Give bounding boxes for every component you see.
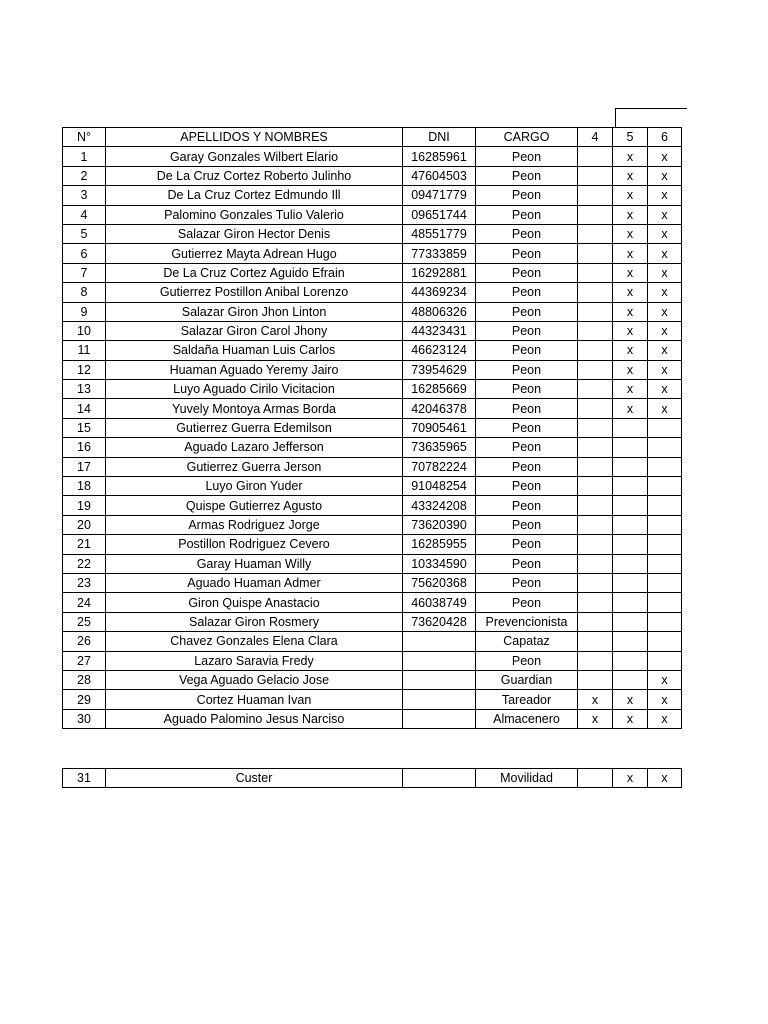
cell-cargo: Peon	[476, 593, 578, 612]
cell-d6	[648, 515, 682, 534]
cell-d5	[613, 515, 648, 534]
cell-name: Armas Rodriguez Jorge	[106, 515, 403, 534]
cell-dni: 16292881	[403, 263, 476, 282]
cell-cargo: Prevencionista	[476, 612, 578, 631]
cell-name: De La Cruz Cortez Aguido Efrain	[106, 263, 403, 282]
cell-name: Quispe Gutierrez Agusto	[106, 496, 403, 515]
cell-d4	[578, 302, 613, 321]
cell-dni: 48806326	[403, 302, 476, 321]
cell-dni: 48551779	[403, 224, 476, 243]
cell-d5: x	[613, 360, 648, 379]
cell-dni: 43324208	[403, 496, 476, 515]
cell-d5: x	[613, 147, 648, 166]
cell-name: Cortez Huaman Ivan	[106, 690, 403, 709]
cell-d4	[578, 632, 613, 651]
cell-d4	[578, 166, 613, 185]
cell-d5	[613, 573, 648, 592]
cell-dni: 70782224	[403, 457, 476, 476]
table-row	[63, 496, 682, 515]
cell-d5: x	[613, 186, 648, 205]
cell-d5	[613, 457, 648, 476]
cell-num: 2	[63, 166, 106, 185]
cell-cargo: Peon	[476, 147, 578, 166]
cell-name: De La Cruz Cortez Edmundo Ill	[106, 186, 403, 205]
cell-name: Vega Aguado Gelacio Jose	[106, 670, 403, 689]
cell-d4	[578, 341, 613, 360]
cell-d4	[578, 205, 613, 224]
cell-name: Custer	[106, 769, 403, 788]
cell-num: 30	[63, 709, 106, 728]
cell-dni: 16285669	[403, 380, 476, 399]
cell-name: Salazar Giron Hector Denis	[106, 224, 403, 243]
cell-d6: x	[648, 205, 682, 224]
cell-dni: 91048254	[403, 477, 476, 496]
cell-name: Gutierrez Guerra Edemilson	[106, 418, 403, 437]
cell-d4	[578, 360, 613, 379]
cell-dni: 73954629	[403, 360, 476, 379]
cell-num: 16	[63, 438, 106, 457]
cell-dni: 75620368	[403, 573, 476, 592]
cell-cargo: Peon	[476, 418, 578, 437]
cell-d4	[578, 418, 613, 437]
cell-num: 3	[63, 186, 106, 205]
table-row	[63, 670, 682, 689]
cell-dni: 09471779	[403, 186, 476, 205]
cell-d6	[648, 612, 682, 631]
cell-d5	[613, 418, 648, 437]
cell-num: 28	[63, 670, 106, 689]
cell-d6: x	[648, 283, 682, 302]
cell-d5: x	[613, 341, 648, 360]
cell-num: 29	[63, 690, 106, 709]
cell-cargo: Peon	[476, 166, 578, 185]
cell-dni: 46038749	[403, 593, 476, 612]
cell-d5	[613, 477, 648, 496]
cell-dni: 70905461	[403, 418, 476, 437]
cell-name: Aguado Palomino Jesus Narciso	[106, 709, 403, 728]
cell-name: Yuvely Montoya Armas Borda	[106, 399, 403, 418]
table-row	[63, 186, 682, 205]
cell-d6: x	[648, 263, 682, 282]
table-row	[63, 302, 682, 321]
cell-d6: x	[648, 380, 682, 399]
cell-d4	[578, 515, 613, 534]
cell-d6: x	[648, 186, 682, 205]
cell-dni: 42046378	[403, 399, 476, 418]
table-row	[63, 147, 682, 166]
cell-cargo: Peon	[476, 224, 578, 243]
cell-cargo: Peon	[476, 457, 578, 476]
cell-num: 7	[63, 263, 106, 282]
cell-num: 13	[63, 380, 106, 399]
cell-dni: 09651744	[403, 205, 476, 224]
cell-cargo: Peon	[476, 302, 578, 321]
cell-dni: 44369234	[403, 283, 476, 302]
cell-d5	[613, 593, 648, 612]
cell-d5: x	[613, 244, 648, 263]
cell-d5	[613, 670, 648, 689]
table-row	[63, 651, 682, 670]
cell-dni: 16285955	[403, 535, 476, 554]
cell-dni	[403, 651, 476, 670]
cell-cargo: Peon	[476, 515, 578, 534]
table-row	[63, 399, 682, 418]
table-row	[63, 515, 682, 534]
cell-num: 15	[63, 418, 106, 437]
cell-d6	[648, 554, 682, 573]
cell-num: 21	[63, 535, 106, 554]
cell-dni	[403, 632, 476, 651]
cell-d5: x	[613, 321, 648, 340]
cell-name: Luyo Giron Yuder	[106, 477, 403, 496]
vehicle-table	[62, 768, 682, 788]
cell-d4	[578, 612, 613, 631]
table-row	[63, 244, 682, 263]
table-row	[63, 224, 682, 243]
cell-dni	[403, 690, 476, 709]
cell-d5: x	[613, 399, 648, 418]
cell-name: Garay Gonzales Wilbert Elario	[106, 147, 403, 166]
cell-name: Salazar Giron Jhon Linton	[106, 302, 403, 321]
workers-table	[62, 127, 682, 729]
cell-cargo: Peon	[476, 554, 578, 573]
cell-dni: 73620390	[403, 515, 476, 534]
cell-cargo: Capataz	[476, 632, 578, 651]
cell-name: Salazar Giron Carol Jhony	[106, 321, 403, 340]
cell-d4	[578, 535, 613, 554]
cell-d5	[613, 554, 648, 573]
cell-name: Palomino Gonzales Tulio Valerio	[106, 205, 403, 224]
cell-d4	[578, 147, 613, 166]
cell-d6: x	[648, 670, 682, 689]
cell-d6	[648, 438, 682, 457]
cell-d6	[648, 496, 682, 515]
cell-cargo: Peon	[476, 477, 578, 496]
cell-dni	[403, 769, 476, 788]
cell-d6	[648, 418, 682, 437]
table-row	[63, 554, 682, 573]
cell-dni	[403, 709, 476, 728]
table-row	[63, 418, 682, 437]
cell-num: 18	[63, 477, 106, 496]
cell-cargo: Peon	[476, 438, 578, 457]
cell-name: Gutierrez Postillon Anibal Lorenzo	[106, 283, 403, 302]
cell-d4	[578, 186, 613, 205]
cell-d6	[648, 535, 682, 554]
table-row	[63, 457, 682, 476]
cell-d4	[578, 321, 613, 340]
cell-d6	[648, 573, 682, 592]
table-row	[63, 593, 682, 612]
cell-name: Aguado Lazaro Jefferson	[106, 438, 403, 457]
cell-d6	[648, 632, 682, 651]
cell-d4	[578, 244, 613, 263]
cell-cargo: Guardian	[476, 670, 578, 689]
cell-num: 22	[63, 554, 106, 573]
cell-dni: 47604503	[403, 166, 476, 185]
cell-d5: x	[613, 380, 648, 399]
cell-d5	[613, 632, 648, 651]
table-row	[63, 535, 682, 554]
cell-d6: x	[648, 690, 682, 709]
table-row	[63, 360, 682, 379]
header-name: APELLIDOS Y NOMBRES	[106, 128, 403, 147]
cell-d4	[578, 399, 613, 418]
cell-cargo: Tareador	[476, 690, 578, 709]
cell-name: Lazaro Saravia Fredy	[106, 651, 403, 670]
cell-name: Postillon Rodriguez Cevero	[106, 535, 403, 554]
cell-dni	[403, 670, 476, 689]
cell-num: 17	[63, 457, 106, 476]
cell-cargo: Peon	[476, 341, 578, 360]
cell-cargo: Peon	[476, 380, 578, 399]
cell-dni: 77333859	[403, 244, 476, 263]
cell-num: 27	[63, 651, 106, 670]
cell-d5	[613, 496, 648, 515]
cell-d4	[578, 670, 613, 689]
cell-name: Giron Quispe Anastacio	[106, 593, 403, 612]
table-row	[63, 612, 682, 631]
cell-cargo: Peon	[476, 321, 578, 340]
cell-d6: x	[648, 244, 682, 263]
header-day-6: 6	[648, 128, 682, 147]
cell-d4	[578, 283, 613, 302]
cell-dni: 46623124	[403, 341, 476, 360]
cell-cargo: Peon	[476, 573, 578, 592]
cell-d6: x	[648, 147, 682, 166]
table-row	[63, 573, 682, 592]
cell-d4	[578, 380, 613, 399]
cell-name: Salazar Giron Rosmery	[106, 612, 403, 631]
cell-d5: x	[613, 224, 648, 243]
cell-name: Huaman Aguado Yeremy Jairo	[106, 360, 403, 379]
cell-num: 24	[63, 593, 106, 612]
top-header-cell	[615, 108, 687, 128]
table-row	[63, 632, 682, 651]
cell-d5: x	[613, 166, 648, 185]
cell-dni: 73635965	[403, 438, 476, 457]
cell-name: De La Cruz Cortez Roberto Julinho	[106, 166, 403, 185]
cell-cargo: Peon	[476, 263, 578, 282]
cell-cargo: Peon	[476, 496, 578, 515]
cell-name: Aguado Huaman Admer	[106, 573, 403, 592]
cell-dni: 10334590	[403, 554, 476, 573]
cell-d5	[613, 438, 648, 457]
cell-d4	[578, 477, 613, 496]
cell-num: 5	[63, 224, 106, 243]
cell-d5: x	[613, 283, 648, 302]
cell-name: Gutierrez Guerra Jerson	[106, 457, 403, 476]
cell-d6: x	[648, 166, 682, 185]
table-row	[63, 341, 682, 360]
cell-name: Gutierrez Mayta Adrean Hugo	[106, 244, 403, 263]
cell-cargo: Peon	[476, 205, 578, 224]
cell-cargo: Peon	[476, 244, 578, 263]
cell-num: 8	[63, 283, 106, 302]
cell-cargo: Peon	[476, 283, 578, 302]
cell-d5: x	[613, 690, 648, 709]
table-row	[63, 321, 682, 340]
cell-d5: x	[613, 205, 648, 224]
table-row	[63, 477, 682, 496]
header-dni: DNI	[403, 128, 476, 147]
cell-d6	[648, 651, 682, 670]
cell-cargo: Peon	[476, 360, 578, 379]
cell-d4: x	[578, 690, 613, 709]
cell-d6: x	[648, 302, 682, 321]
cell-d6	[648, 477, 682, 496]
table-row	[63, 690, 682, 709]
cell-num: 4	[63, 205, 106, 224]
cell-cargo: Peon	[476, 186, 578, 205]
cell-cargo: Peon	[476, 399, 578, 418]
cell-cargo: Movilidad	[476, 769, 578, 788]
cell-d6	[648, 457, 682, 476]
cell-d4	[578, 496, 613, 515]
table-header-row	[63, 128, 682, 147]
cell-d5	[613, 651, 648, 670]
cell-cargo: Almacenero	[476, 709, 578, 728]
table-row	[63, 205, 682, 224]
cell-num: 6	[63, 244, 106, 263]
cell-name: Garay Huaman Willy	[106, 554, 403, 573]
cell-d5: x	[613, 769, 648, 788]
cell-d5	[613, 612, 648, 631]
cell-d4	[578, 438, 613, 457]
cell-d4	[578, 554, 613, 573]
cell-num: 9	[63, 302, 106, 321]
cell-d4	[578, 224, 613, 243]
cell-d4	[578, 573, 613, 592]
cell-name: Luyo Aguado Cirilo Vicitacion	[106, 380, 403, 399]
cell-dni: 73620428	[403, 612, 476, 631]
cell-name: Saldaña Huaman Luis Carlos	[106, 341, 403, 360]
cell-d5	[613, 535, 648, 554]
cell-d4	[578, 593, 613, 612]
cell-d6: x	[648, 360, 682, 379]
cell-d5: x	[613, 709, 648, 728]
cell-num: 14	[63, 399, 106, 418]
cell-num: 1	[63, 147, 106, 166]
cell-num: 10	[63, 321, 106, 340]
cell-name: Chavez Gonzales Elena Clara	[106, 632, 403, 651]
cell-d4: x	[578, 709, 613, 728]
header-cargo: CARGO	[476, 128, 578, 147]
table-row	[63, 438, 682, 457]
table-row	[63, 709, 682, 728]
table-row	[63, 263, 682, 282]
cell-num: 23	[63, 573, 106, 592]
cell-num: 25	[63, 612, 106, 631]
table-row	[63, 166, 682, 185]
cell-dni: 16285961	[403, 147, 476, 166]
cell-d6: x	[648, 341, 682, 360]
cell-cargo: Peon	[476, 535, 578, 554]
header-num: N°	[63, 128, 106, 147]
cell-d4	[578, 769, 613, 788]
cell-d6: x	[648, 321, 682, 340]
cell-d6: x	[648, 769, 682, 788]
cell-d6: x	[648, 224, 682, 243]
table-row	[63, 769, 682, 788]
cell-d4	[578, 457, 613, 476]
cell-d5: x	[613, 302, 648, 321]
cell-d5: x	[613, 263, 648, 282]
cell-num: 31	[63, 769, 106, 788]
cell-d6: x	[648, 709, 682, 728]
table-row	[63, 380, 682, 399]
cell-num: 19	[63, 496, 106, 515]
cell-d6: x	[648, 399, 682, 418]
cell-d6	[648, 593, 682, 612]
cell-num: 11	[63, 341, 106, 360]
cell-num: 12	[63, 360, 106, 379]
cell-num: 26	[63, 632, 106, 651]
header-day-4: 4	[578, 128, 613, 147]
cell-d4	[578, 651, 613, 670]
table-row	[63, 283, 682, 302]
cell-dni: 44323431	[403, 321, 476, 340]
cell-num: 20	[63, 515, 106, 534]
cell-d4	[578, 263, 613, 282]
cell-cargo: Peon	[476, 651, 578, 670]
header-day-5: 5	[613, 128, 648, 147]
